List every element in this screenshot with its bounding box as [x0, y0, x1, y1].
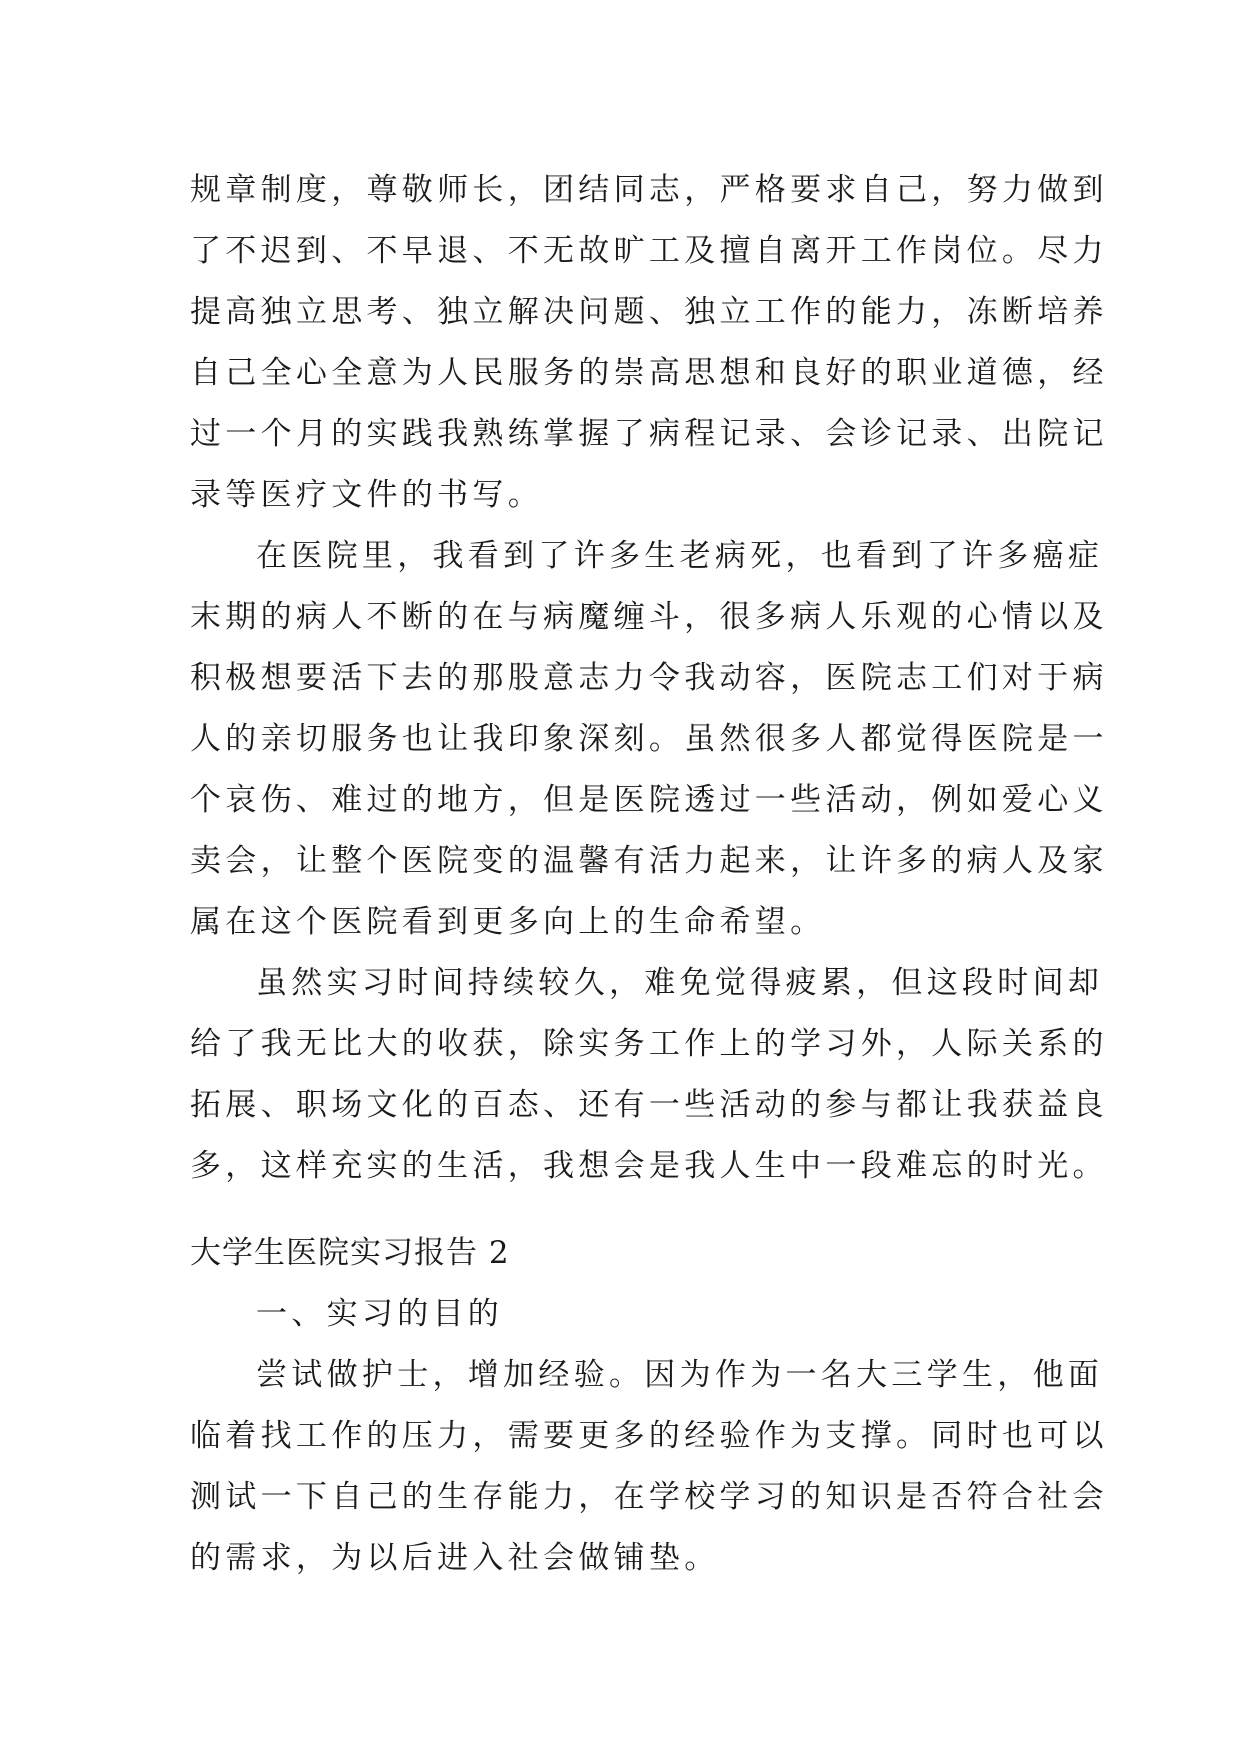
subsection-title: 一、实习的目的 — [256, 1296, 504, 1332]
paragraph-conclusion — [190, 953, 1108, 1197]
text-line: 测试一下自己的生存能力，在学校学习的知识是否符合社会 — [190, 1479, 1108, 1515]
text-line: 自己全心全意为人民服务的崇高思想和良好的职业道德，经 — [190, 355, 1108, 391]
paragraph-purpose — [190, 1345, 1108, 1589]
text-line: 录等医疗文件的书写。 — [190, 477, 543, 513]
text-line: 拓展、职场文化的百态、还有一些活动的参与都让我获益良 — [190, 1087, 1108, 1123]
section-title: 大学生医院实习报告 2 — [190, 1235, 510, 1271]
text-line: 规章制度，尊敬师长，团结同志，严格要求自己，努力做到 — [190, 172, 1108, 208]
text-line: 末期的病人不断的在与病魔缠斗，很多病人乐观的心情以及 — [190, 599, 1108, 635]
text-line: 临着找工作的压力，需要更多的经验作为支撑。同时也可以 — [190, 1418, 1108, 1454]
text-line: 个哀伤、难过的地方，但是医院透过一些活动，例如爱心义 — [190, 782, 1108, 818]
text-line: 在医院里，我看到了许多生老病死，也看到了许多癌症 — [256, 538, 1104, 574]
text-line: 过一个月的实践我熟练掌握了病程记录、会诊记录、出院记 — [190, 416, 1108, 452]
text-line: 的需求，为以后进入社会做铺垫。 — [190, 1540, 720, 1576]
text-line: 提高独立思考、独立解决问题、独立工作的能力，冻断培养 — [190, 294, 1108, 330]
paragraph-hospital — [190, 526, 1108, 953]
text-line: 卖会，让整个医院变的温馨有活力起来，让许多的病人及家 — [190, 843, 1108, 879]
text-line: 属在这个医院看到更多向上的生命希望。 — [190, 904, 826, 940]
text-line: 给了我无比大的收获，除实务工作上的学习外，人际关系的 — [190, 1026, 1108, 1062]
section-gap — [190, 1197, 1070, 1223]
text-line: 尝试做护士，增加经验。因为作为一名大三学生，他面 — [256, 1357, 1104, 1393]
document-page — [190, 160, 1108, 1589]
text-line: 了不迟到、不早退、不无故旷工及擅自离开工作岗位。尽力 — [190, 233, 1108, 269]
text-line: 多，这样充实的生活，我想会是我人生中一段难忘的时光。 — [190, 1148, 1108, 1184]
text-line: 积极想要活下去的那股意志力令我动容，医院志工们对于病 — [190, 660, 1108, 696]
text-line: 虽然实习时间持续较久，难免觉得疲累，但这段时间却 — [256, 965, 1104, 1001]
paragraph-rules — [190, 160, 1108, 526]
text-line: 人的亲切服务也让我印象深刻。虽然很多人都觉得医院是一 — [190, 721, 1108, 757]
